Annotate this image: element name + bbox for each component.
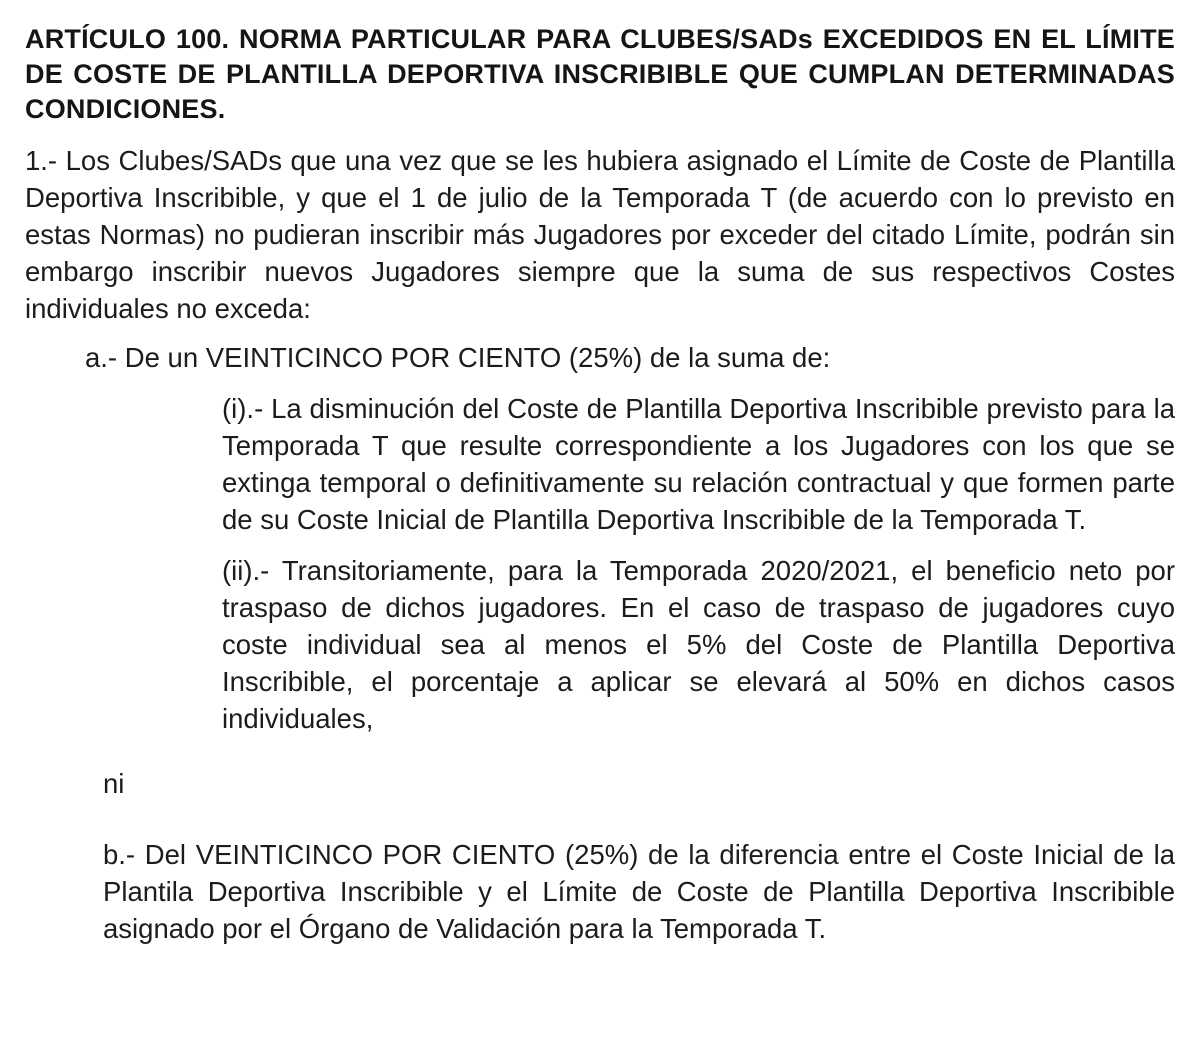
document-page: [25, 22, 1175, 947]
paragraph-1: 1.- Los Clubes/SADs que una vez que se les hubiera asignado el Límite de Coste de Plantilla Deportiva Inscribible, y que el 1 de julio de la Temporada T (de acuerdo con lo previsto en estas Normas) no pudieran inscribir más Jugadores por exceder del citado Límite, podrán sin embargo inscribir nuevos Jugadores siempre que la suma de sus respectivos Costes individuales no exceda:: [25, 145, 1175, 324]
connector-ni: ni: [103, 768, 125, 799]
item-a-ii: (ii).- Transitoriamente, para la Temporada 2020/2021, el beneficio neto por traspaso de dichos jugadores. En el caso de traspaso de jugadores cuyo coste individual sea al menos el 5% del Coste de Plantilla Deportiva Inscribible, el porcentaje a aplicar se elevará al 50% en dichos casos individuales,: [222, 555, 1175, 734]
item-a: a.- De un VEINTICINCO POR CIENTO (25%) de la suma de:: [85, 342, 831, 373]
article-title: ARTÍCULO 100. NORMA PARTICULAR PARA CLUBES/SADs EXCEDIDOS EN EL LÍMITE DE COSTE DE PLANTILLA DEPORTIVA INSCRIBIBLE QUE CUMPLAN DETERMINADAS CONDICIONES.: [25, 24, 1175, 124]
item-a-i: (i).- La disminución del Coste de Plantilla Deportiva Inscribible previsto para la Temporada T que resulte correspondiente a los Jugadores con los que se extinga temporal o definitivamente su relación contractual y que formen parte de su Coste Inicial de Plantilla Deportiva Inscribible de la Temporada T.: [222, 393, 1175, 535]
item-b: b.- Del VEINTICINCO POR CIENTO (25%) de la diferencia entre el Coste Inicial de la Plantila Deportiva Inscribible y el Límite de Coste de Plantilla Deportiva Inscribible asignado por el Órgano de Validación para la Temporada T.: [103, 839, 1175, 944]
